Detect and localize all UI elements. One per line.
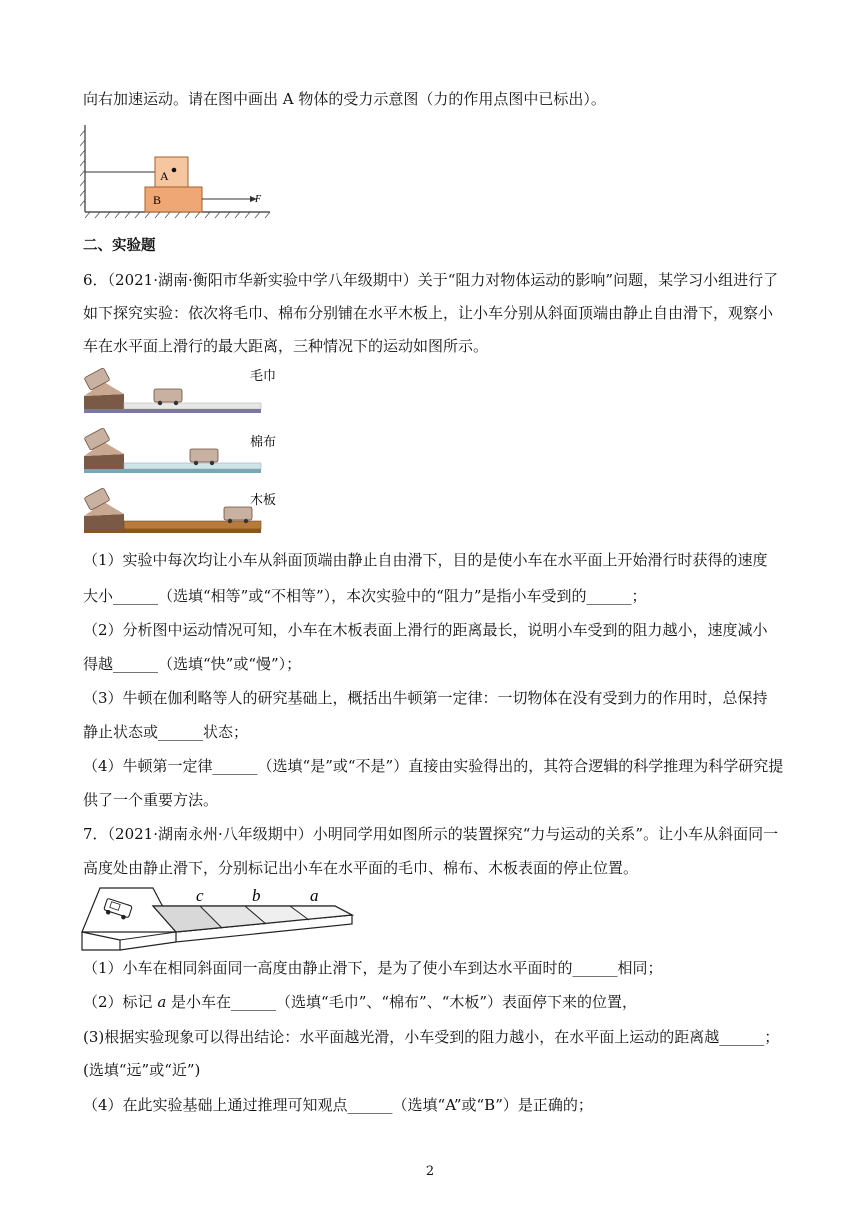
q6-part-3b: 静止状态或______状态； (83, 723, 249, 741)
mark-c: c (196, 886, 204, 905)
q6-part-1a: （1）实验中每次均让小车从斜面顶端由静止自由滑下，目的是使小车在水平面上开始滑行时获得的速度 (83, 551, 768, 569)
q7-figure (80, 882, 355, 952)
q7-part-3a: (3)根据实验现象可以得出结论：水平面越光滑，小车受到的阻力越小，在水平面上运动的距离越______； (83, 1028, 780, 1046)
q6-part-1b: 大小______（选填“相等”或“不相等”），本次实验中的“阻力”是指小车受到的______； (83, 587, 647, 605)
q6-part-4a: （4）牛顿第一定律______（选填“是”或“不是”）直接由实验得出的，其符合逻辑的科学推理为科学研究提 (83, 757, 784, 775)
q7-part-2-suffix: 是小车在______（选填“毛巾”、“棉布”、“木板”）表面停下来的位置， (166, 993, 638, 1011)
q6-part-2b: 得越______（选填“快”或“慢”）； (83, 655, 302, 673)
q7-line-2: 高度处由静止滑下，分别标记出小车在水平面的毛巾、棉布、木板表面的停止位置。 (83, 859, 639, 877)
q7-part-1: （1）小车在相同斜面同一高度由静止滑下，是为了使小车到达水平面时的______相同； (83, 959, 663, 977)
q5-figure (80, 120, 275, 220)
q6-figure (82, 368, 282, 536)
mark-b: b (252, 886, 261, 905)
block-b-label: B (153, 193, 162, 207)
q5-tail: 向右加速运动。请在图中画出 A 物体的受力示意图（力的作用点图中已标出）。 (83, 90, 606, 108)
surface-cotton-label: 棉布 (250, 435, 277, 450)
q6-line-1: 6．（2021·湖南·衡阳市华新实验中学八年级期中）关于“阻力对物体运动的影响”问题，某学习小组进行了 (83, 271, 779, 289)
q6-part-2a: （2）分析图中运动情况可知，小车在木板表面上滑行的距离最长，说明小车受到的阻力越小，速度减小 (83, 621, 768, 639)
q6-line-3: 车在水平面上滑行的最大距离，三种情况下的运动如图所示。 (83, 337, 489, 355)
q7-part-2-var: a (157, 993, 167, 1011)
q6-part-3a: （3）牛顿在伽利略等人的研究基础上，概括出牛顿第一定律：一切物体在没有受到力的作用时，总保持 (83, 689, 768, 707)
q6-line-2: 如下探究实验：依次将毛巾、棉布分别铺在水平木板上，让小车分别从斜面顶端由静止自由滑下，观察小 (83, 304, 774, 322)
q7-part-2-prefix: （2）标记 (83, 993, 158, 1011)
block-a-label: A (160, 169, 169, 183)
q7-part-2 (83, 992, 637, 1012)
surface-towel-label: 毛巾 (250, 369, 277, 384)
q7-line-1: 7．（2021·湖南永州·八年级期中）小明同学用如图所示的装置探究“力与运动的关系”。让小车从斜面同一 (83, 825, 779, 843)
force-f-label: F (255, 194, 262, 205)
page-number: 2 (425, 1164, 435, 1179)
section-heading: 二、实验题 (83, 238, 156, 254)
mark-a: a (310, 886, 319, 905)
q6-part-4b: 供了一个重要方法。 (83, 791, 219, 809)
surface-wood-label: 木板 (250, 493, 277, 508)
q7-part-3b: (选填“远”或“近”) (83, 1061, 201, 1079)
q7-part-4: （4）在此实验基础上通过推理可知观点______（选填“A”或“B”）是正确的； (83, 1096, 593, 1114)
